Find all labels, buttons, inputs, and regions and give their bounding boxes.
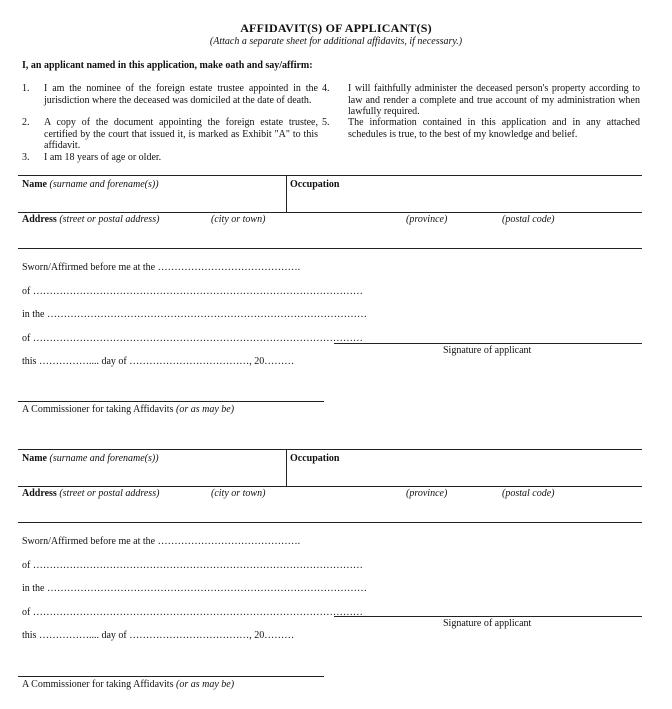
name-label: Name (surname and forename(s)) bbox=[22, 453, 159, 464]
commissioner-rule bbox=[18, 401, 324, 402]
signature-rule bbox=[334, 343, 642, 344]
signature-label: Signature of applicant bbox=[443, 618, 532, 629]
postal-code-hint: (postal code) bbox=[502, 214, 555, 225]
oath-intro: I, an applicant named in this application, make oath and say/affirm: bbox=[22, 60, 313, 71]
form-rule bbox=[18, 212, 642, 213]
signature-label: Signature of applicant bbox=[443, 345, 532, 356]
occupation-label: Occupation bbox=[290, 453, 340, 464]
signature-rule bbox=[334, 616, 642, 617]
date-line: this …………….... day of ………………………………, 20……… bbox=[22, 356, 295, 367]
form-rule bbox=[18, 175, 642, 176]
form-title: AFFIDAVIT(S) OF APPLICANT(S) bbox=[240, 21, 432, 35]
of-line: of ……………………………………………………………………………………… bbox=[22, 333, 363, 344]
statement-number: 4. bbox=[322, 83, 330, 94]
statement-text: The information contained in this application and in any attached schedules is true, to the best of my knowledge and belief. bbox=[348, 117, 640, 140]
date-line: this …………….... day of ………………………………, 20……… bbox=[22, 630, 295, 641]
statement-text: I will faithfully administer the deceased person's property according to law and render a complete and true account of my administration when lawfully required. bbox=[348, 83, 640, 117]
form-subtitle: (Attach a separate sheet for additional affidavits, if necessary.) bbox=[209, 36, 463, 47]
address-label: Address (street or postal address) bbox=[22, 488, 160, 499]
in-the-line: in the …………………………………………………………………………………… bbox=[22, 309, 367, 320]
form-rule bbox=[18, 248, 642, 249]
commissioner-label: A Commissioner for taking Affidavits (or as may be) bbox=[22, 679, 235, 690]
sworn-line: Sworn/Affirmed before me at the ……………………………………. bbox=[22, 536, 301, 547]
postal-code-hint: (postal code) bbox=[502, 488, 555, 499]
address-label: Address (street or postal address) bbox=[22, 214, 160, 225]
statement-text: A copy of the document appointing the foreign estate trustee, certified by the court that issued it, is marked as Exhibit "A" to this affidavit. bbox=[44, 117, 318, 151]
province-hint: (province) bbox=[406, 488, 448, 499]
occupation-label: Occupation bbox=[290, 179, 340, 190]
statement-number: 1. bbox=[22, 83, 30, 94]
form-rule bbox=[18, 486, 642, 487]
in-the-line: in the …………………………………………………………………………………… bbox=[22, 583, 367, 594]
commissioner-rule bbox=[18, 676, 324, 677]
statement-number: 2. bbox=[22, 117, 30, 128]
sworn-line: Sworn/Affirmed before me at the ……………………………………. bbox=[22, 262, 301, 273]
province-hint: (province) bbox=[406, 214, 448, 225]
of-line: of ……………………………………………………………………………………… bbox=[22, 607, 363, 618]
form-rule bbox=[286, 175, 287, 212]
city-hint: (city or town) bbox=[211, 488, 266, 499]
form-rule bbox=[18, 522, 642, 523]
statement-number: 5. bbox=[322, 117, 330, 128]
form-rule bbox=[18, 449, 642, 450]
of-line: of ……………………………………………………………………………………… bbox=[22, 560, 363, 571]
statement-text: I am 18 years of age or older. bbox=[44, 152, 162, 163]
statement-text: I am the nominee of the foreign estate trustee appointed in the jurisdiction where the deceased was domiciled at the date of death. bbox=[44, 83, 318, 106]
form-rule bbox=[286, 449, 287, 486]
name-label: Name (surname and forename(s)) bbox=[22, 179, 159, 190]
of-line: of ……………………………………………………………………………………… bbox=[22, 286, 363, 297]
city-hint: (city or town) bbox=[211, 214, 266, 225]
commissioner-label: A Commissioner for taking Affidavits (or as may be) bbox=[22, 404, 235, 415]
statement-number: 3. bbox=[22, 152, 30, 163]
